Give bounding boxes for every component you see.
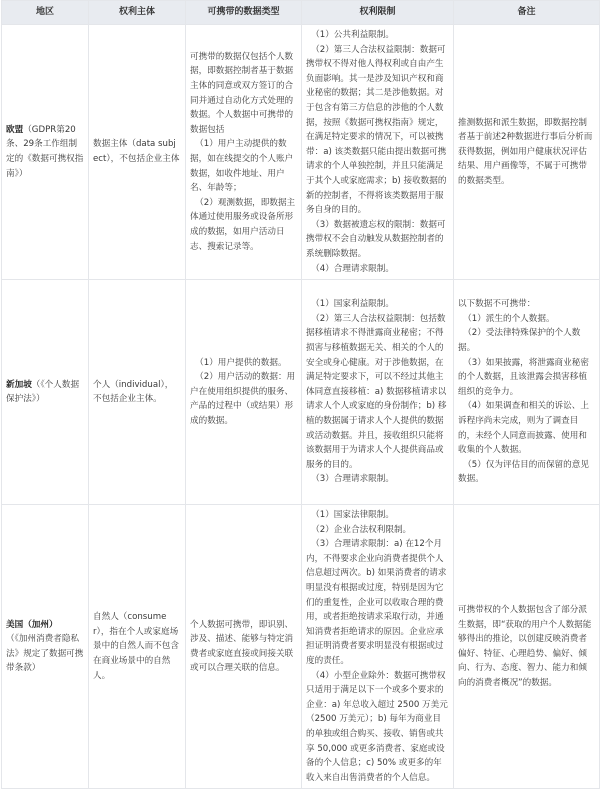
remarks-text: （3）如果披露，将泄露商业秘密的个人数据，且该泄露会损害移植组织的竞争力。: [458, 357, 589, 397]
limits-text: （2）第三人合法权益限制：包括数据移植请求不得泄露商业秘密；不得损害与移植数据无关、相关的个人的安全或身心健康。对于涉他数据，在满足特定要求下，可以不经过其他主体同意直接移植：a) 数据移植请求以请求人个人或家庭的身份制作；b) 移植的数据属于请求人个人提供的数据或活动数据。并且，接收组织只能将该数据用于为请求人个人提供商品或服务的目的。: [306, 313, 447, 470]
remarks-text: （2）受法律特殊保护的个人数据。: [458, 328, 581, 354]
region-cell: [2, 280, 89, 505]
limits-text: （2）企业合法权利限制。: [311, 524, 412, 535]
remarks-text: 可携带权的个人数据包含了部分派生数据，即“获取的用户个人数据能够得出的推论，以创建反映消费者偏好、特征、心理趋势、偏好、倾向、行为、态度、智力、能力和倾向的消费者概况”的数据。: [458, 604, 592, 688]
data-types-text: （1）用户主动提供的数据，如在线提交的个人账户数据，如收件地址、用户名、年龄等；: [190, 139, 294, 194]
remarks-text: （1）派生的个人数据。: [463, 313, 555, 324]
subject-cell: 自然人（consumer），指在个人或家庭场景中的自然人而不包含在商业场景中的自然人。: [89, 505, 186, 789]
limits-text: （1）国家法律限制。: [311, 510, 394, 521]
data-types-text: （2）用户活动的数据：用户在使用组织提供的服务、产品的过程中（或结果）形成的数据。: [190, 372, 296, 426]
data-types-cell: [186, 280, 302, 505]
table-header-row: [2, 1, 600, 25]
limits-text: （1）国家利益限制。: [311, 299, 394, 310]
region-note: （GDPR第20条、29条工作组制定的《数据可携权指南》）: [6, 124, 84, 179]
limits-text: （3）合理请求限制：a) 在12个月内，不得要求企业向消费者提供个人信息超过两次。b) 如果消费者的请求明显没有根据或过度，特别是因为它们的重复性，企业可以收取合理的费用，或者拒绝按请求采取行动，并通知消费者拒绝请求的原因。企业应承担证明消费者要求明显没有根据或过度的责任。: [306, 539, 447, 667]
region-note: （《个人数据保护法》）: [6, 379, 80, 405]
data-types-text: （2）观测数据，即数据主体通过使用服务或设备所形成的数据，如用户活动日志、搜索记录等。: [190, 197, 296, 252]
remarks-cell: [454, 505, 600, 789]
region-cell: [2, 25, 89, 280]
limits-text: （4）合理请求限制。: [311, 263, 394, 274]
data-types-text: 可携带的数据仅包括个人数据，即数据控制者基于数据主体的同意或双方签订的合同并通过自动化方式处理的数据。个人数据中可携带的数据包括: [190, 51, 294, 135]
remarks-text: 推测数据和派生数据，即数据控制者基于前述2种数据进行事后分析而获得数据，例如用户健康状况评估结果、用户画像等，不属于可携带的数据类型。: [458, 117, 593, 186]
limits-text: （1）公共利益限制。: [311, 30, 394, 40]
data-portability-comparison-table: [1, 0, 600, 789]
limits-cell: [302, 280, 454, 505]
region-name: 欧盟: [6, 124, 24, 135]
header-portable-data-types: 可携带的数据类型: [186, 1, 302, 25]
limits-text: （4）小型企业除外：数据可携带权只适用于满足以下一个或多个要求的企业：a) 年总收入超过 2500 万美元（2500 万美元）；b) 每年为商业目的单独或组合购买、接收、销售或共享 50,000 或更多消费者、家庭或设备的个人信息；c) 50% 或更多的年收入来自出售消费者的个人信息。: [306, 670, 448, 783]
data-types-text: 个人数据可携带，即识别、涉及、描述、能够与特定消费者或家庭直接或间接关联或可以合理关联的信息。: [190, 619, 294, 674]
region-cell: [2, 505, 89, 789]
header-rights-subject: 权利主体: [89, 1, 186, 25]
limits-text: （3）合理请求限制。: [311, 474, 394, 485]
region-name: 美国（加州）: [6, 619, 58, 630]
table-row-singapore: [2, 280, 600, 505]
region-note: （《加州消费者隐私法》规定了数据可携带条款）: [6, 634, 84, 674]
limits-cell: [302, 505, 454, 789]
subject-cell: 个人（individual），不包括企业主体。: [89, 280, 186, 505]
region-name: 新加坡: [6, 379, 32, 390]
header-region: 地区: [2, 1, 89, 25]
subject-cell: 数据主体（data subject），不包括企业主体: [89, 25, 186, 280]
limits-text: （3）数据被遗忘权的限制：数据可携带权不会自动触发从数据控制者的系统删除数据。: [306, 219, 446, 259]
remarks-text: （5）仅为评估目的而保留的意见数据。: [458, 459, 589, 485]
remarks-text: （4）如果调查和相关的诉讼、上诉程序尚未完成，则为了调查目的，未经个人同意而披露、使用和收集的个人数据。: [458, 401, 589, 456]
table-row-usa-california: [2, 505, 600, 789]
header-remarks: 备注: [454, 1, 600, 25]
limits-cell: [302, 25, 454, 280]
header-rights-limits: 权利限制: [302, 1, 454, 25]
data-types-cell: [186, 25, 302, 280]
remarks-cell: [454, 25, 600, 280]
table-row-eu: [2, 25, 600, 280]
limits-text: （2）第三人合法权益限制：数据可携带权不得对他人得权利或自由产生负面影响。其一是涉及知识产权和商业秘密的数据；其二是涉他数据。对于包含有第三方信息的涉他的个人数据，按照《数据可携权指南》规定，在满足特定要求的情况下，可以被携带：a) 该类数据只能由提出数据可携请求的个人单独控制，并且只能满足于其个人或家庭需求；b) 接收数据的新的控制者，不得将该类数据用于服务自身的目的。: [306, 44, 447, 216]
data-types-cell: [186, 505, 302, 789]
remarks-cell: [454, 280, 600, 505]
remarks-text: 以下数据不可携带：: [458, 299, 536, 310]
data-types-text: （1）用户提供的数据。: [195, 357, 287, 368]
